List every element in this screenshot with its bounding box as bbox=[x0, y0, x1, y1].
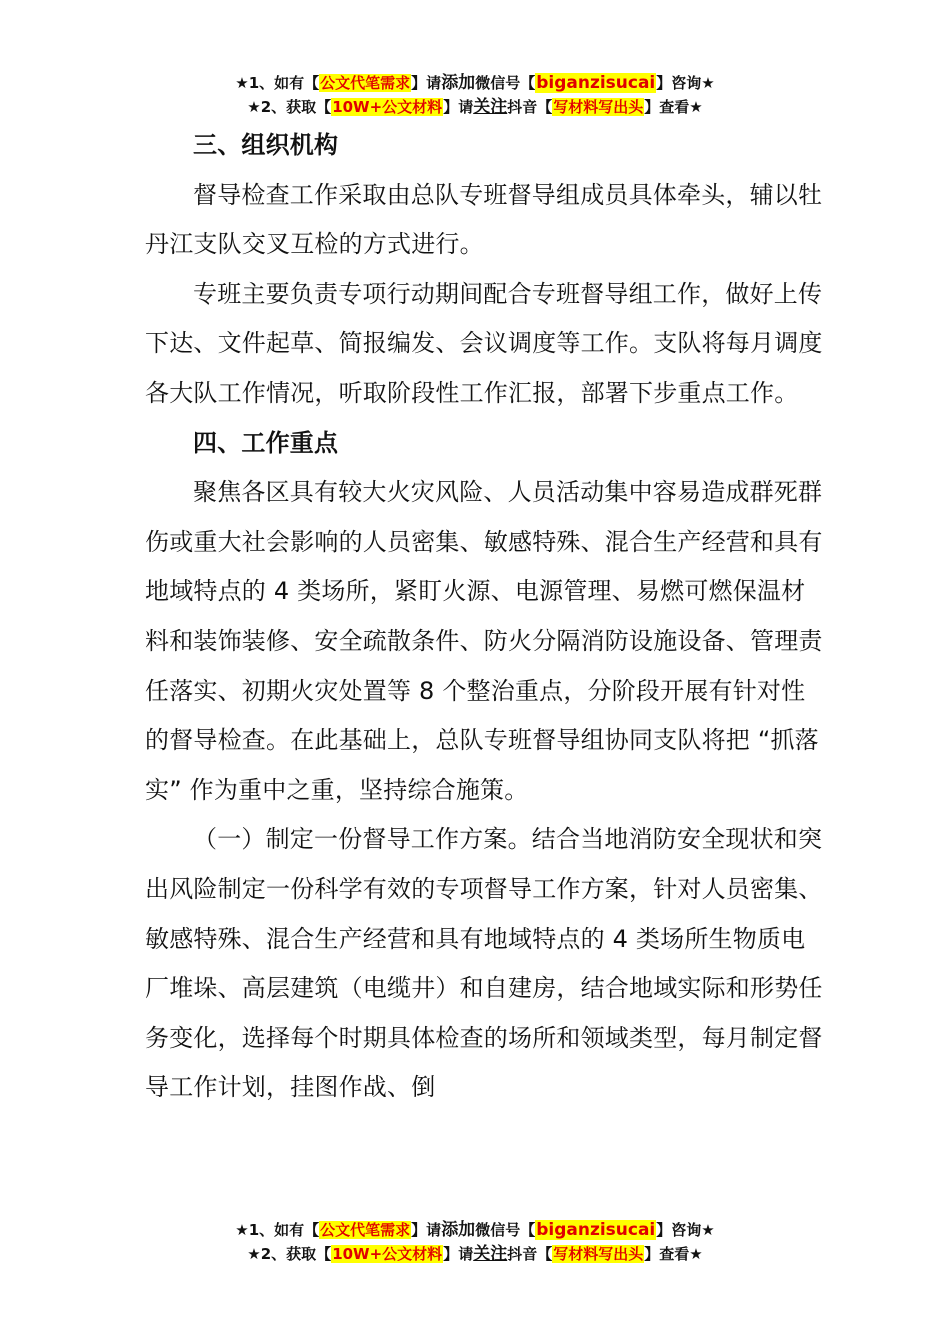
section-heading-key-work: 四、工作重点 bbox=[193, 428, 339, 457]
banner-line-2-suffix: 】查看★ bbox=[644, 98, 703, 116]
banner-bottom-line-1-highlight-2: biganzisucai bbox=[536, 1220, 656, 1240]
banner-line-1-emph: 添加 bbox=[441, 73, 476, 93]
banner-bottom-line-1-mid-1: 】请 bbox=[411, 1221, 442, 1239]
banner-bottom-line-1-mid-2: 微信号【 bbox=[475, 1221, 536, 1239]
banner-line-1-suffix: 】咨询★ bbox=[656, 74, 715, 92]
banner-line-1-mid-1: 】请 bbox=[411, 74, 442, 92]
banner-line-2-mid-1: 】请 bbox=[443, 98, 474, 116]
banner-bottom-line-2-highlight-2: 写材料写出头 bbox=[553, 1245, 644, 1263]
banner-line-1-highlight-1: 公文代笔需求 bbox=[320, 74, 411, 92]
banner-bottom-line-2-mid-1: 】请 bbox=[443, 1245, 474, 1263]
banner-bottom-line-2-prefix: ★2、获取【 bbox=[247, 1245, 332, 1263]
banner-bottom-line-2 bbox=[0, 1242, 950, 1266]
banner-line-1-highlight-2: biganzisucai bbox=[536, 73, 656, 93]
banner-line-2-emph: 关注 bbox=[473, 97, 508, 117]
section-heading-organization: 三、组织机构 bbox=[193, 131, 339, 159]
bottom-banner bbox=[0, 1218, 950, 1266]
banner-line-2-prefix: ★2、获取【 bbox=[247, 98, 332, 116]
banner-line-2-highlight-1: 10W+公文材料 bbox=[332, 98, 443, 116]
banner-line-1-mid-2: 微信号【 bbox=[475, 74, 536, 92]
paragraph-organization-method: 督导检查工作采取由总队专班督导组成员具体牵头，辅以牡丹江支队交叉互检的方式进行。 bbox=[145, 180, 823, 259]
paragraph-task-force-duties: 专班主要负责专项行动期间配合专班督导组工作，做好上传下达、文件起草、简报编发、会议调度等工作。支队将每月调度各大队工作情况，听取阶段性工作汇报，部署下步重点工作。 bbox=[145, 279, 823, 407]
banner-bottom-line-1 bbox=[0, 1218, 950, 1242]
banner-line-1-prefix: ★1、如有【 bbox=[235, 74, 320, 92]
paragraph-key-work-focus: 聚焦各区具有较大火灾风险、人员活动集中容易造成群死群伤或重大社会影响的人员密集、敏感特殊、混合生产经营和具有地域特点的 4 类场所，紧盯火源、电源管理、易燃可燃保温材料和装饰装修、安全疏散条件、防火分隔消防设施设备、管理责任落实、初期火灾处置等 8 个整治重点，分阶段开展有针对性的督导检查。在此基础上，总队专班督导组协同支队将把 “抓落实” 作为重中之重，坚持综合施策。 bbox=[145, 478, 823, 804]
banner-line-2-highlight-2: 写材料写出头 bbox=[553, 98, 644, 116]
paragraph-supervision-plan: （一）制定一份督导工作方案。结合当地消防安全现状和突出风险制定一份科学有效的专项督导工作方案，针对人员密集、敏感特殊、混合生产经营和具有地域特点的 4 类场所生物质电厂堆垛、高层建筑（电缆井）和自建房，结合地域实际和形势任务变化，选择每个时期具体检查的场所和领域类型，每月制定督导工作计划，挂图作战、倒 bbox=[145, 825, 823, 1102]
document-body bbox=[145, 121, 825, 1113]
banner-line-1 bbox=[0, 71, 950, 95]
banner-line-2-mid-2: 抖音【 bbox=[507, 98, 553, 116]
banner-bottom-line-1-suffix: 】咨询★ bbox=[656, 1221, 715, 1239]
banner-bottom-line-2-highlight-1: 10W+公文材料 bbox=[332, 1245, 443, 1263]
banner-bottom-line-2-mid-2: 抖音【 bbox=[507, 1245, 553, 1263]
banner-bottom-line-2-suffix: 】查看★ bbox=[644, 1245, 703, 1263]
banner-bottom-line-1-emph: 添加 bbox=[441, 1220, 476, 1240]
banner-bottom-line-1-highlight-1: 公文代笔需求 bbox=[320, 1221, 411, 1239]
banner-bottom-line-1-prefix: ★1、如有【 bbox=[235, 1221, 320, 1239]
top-banner bbox=[0, 71, 950, 119]
banner-line-2 bbox=[0, 95, 950, 119]
banner-bottom-line-2-emph: 关注 bbox=[473, 1244, 508, 1264]
